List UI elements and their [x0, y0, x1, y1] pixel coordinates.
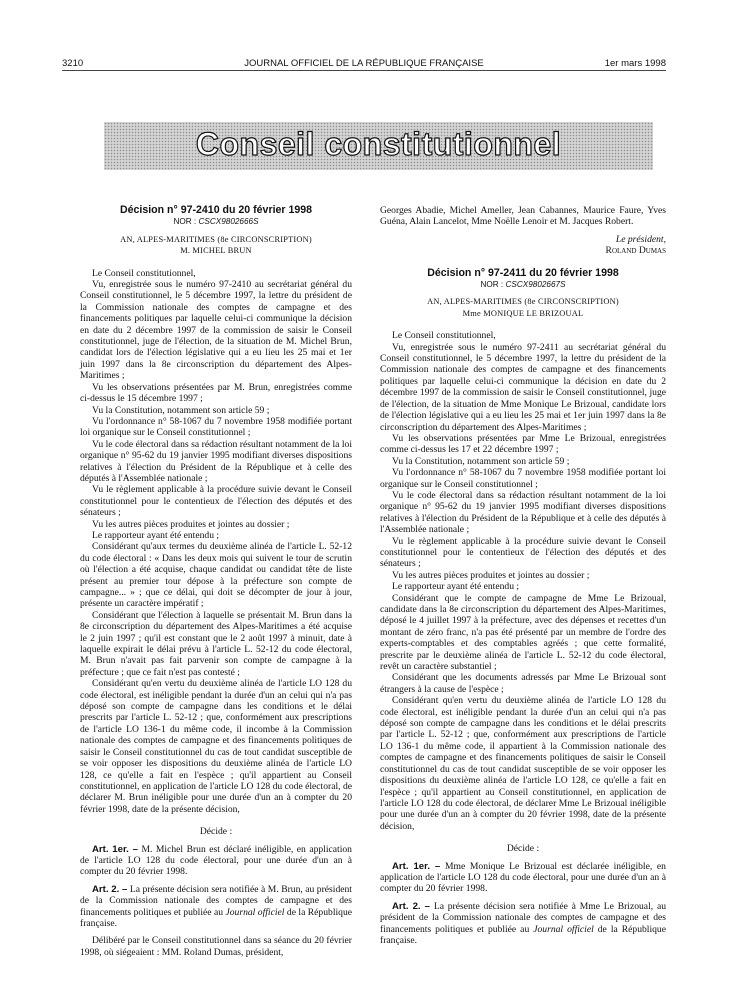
paragraph: Considérant que les documents adressés par Mme Le Brizoual sont étrangers à la cause de l'espèce ; — [380, 672, 666, 695]
section-title: Conseil constitutionnel — [195, 126, 562, 162]
left-column — [80, 205, 352, 958]
paragraph: Considérant qu'en vertu du deuxième alinéa de l'article LO 128 du code électoral, est inéligible pendant la durée d'un an celui qui n'a pas déposé son compte de campagne dans les conditions et le délai prescrits par l'article L. 52-12 ; que, conformément aux prescriptions de l'article LO 136-1 du même code, il incombe à la Commission nationale des comptes de campagne et des financements politiques de saisir le Conseil constitutionnel du cas de tout candidat susceptible de se voir opposer les dispositions du deuxième alinéa de l'article LO 128, ce qu'elle a fait en l'espèce ; qu'il appartient au Conseil constitutionnel, en application de l'article LO 128 du code électoral, de déclarer M. Brun inéligible pour une durée d'un an à compter du 20 février 1998, date de la présente décision, — [80, 678, 352, 815]
members-list: Georges Abadie, Michel Ameller, Jean Cabannes, Maurice Faure, Yves Guéna, Alain Lancelot, Mme Noëlle Lenoir et M. Jacques Robert. — [380, 205, 666, 228]
paragraph: Vu, enregistrée sous le numéro 97-2410 au secrétariat général du Conseil constitutionnel, le 5 décembre 1997, la lettre du président de la Commission nationale des comptes de campagne et des financements politiques par laquelle celui-ci communique la décision en date du 2 décembre 1997 de la commission de saisir le Conseil constitutionnel, juge de l'élection, de la situation de M. Michel Brun, candidat lors de l'élection législative qui a eu lieu les 25 mai et 1er juin 1997 dans la 8e circonscription du département des Alpes-Maritimes ; — [80, 279, 352, 382]
page-number: 3210 — [62, 58, 84, 69]
signature-title: Le président, — [615, 233, 666, 245]
deliberation: Délibéré par le Conseil constitutionnel dans sa séance du 20 février 1998, où siégeaient : MM. Roland Dumas, président, — [80, 935, 352, 958]
paragraph: Considérant que l'élection à laquelle se présentait M. Brun dans la 8e circonscription du département des Alpes-Maritimes a été acquise le 2 juin 1997 ; qu'il est constant que le 2 août 1997 à minuit, date à laquelle expirait le délai prévu à l'article L. 52-12 du code électoral, M. Brun n'avait pas fait parvenir son compte de campagne à la préfecture ; que ce fait n'est pas contesté ; — [80, 609, 352, 678]
article-label: Art. 2. – — [92, 883, 128, 895]
nor-reference: NOR : CSCX9802666S — [173, 217, 259, 227]
paragraph: Vu le code électoral dans sa rédaction résultant notamment de la loi organique n° 95-62 du 19 janvier 1995 modifiant diverses dispositions relatives à l'élection du Président de la République et à celle des députés à l'Assemblée nationale ; — [80, 438, 352, 484]
decision-subtitle: AN, ALPES-MARITIMES (8e CIRCONSCRIPTION) — [427, 297, 619, 307]
decide-heading: Décide : — [506, 843, 540, 855]
page-header — [62, 58, 666, 71]
decision-subject: Mme MONIQUE LE BRIZOUAL — [462, 308, 584, 318]
section-banner — [104, 122, 653, 170]
paragraph: Vu la Constitution, notamment son article 59 ; — [392, 455, 570, 467]
paragraph: Vu l'ordonnance n° 58-1067 du 7 novembre 1958 modifiée portant loi organique sur le Conseil constitutionnel ; — [380, 467, 666, 490]
intro-line: Le Conseil constitutionnel, — [92, 267, 196, 279]
article-2: Art. 2. – La présente décision sera notifiée à M. Brun, au président de la Commission nationale des comptes de campagne et des financements politiques et publiée au Journal officiel de la République française. — [80, 883, 353, 929]
paragraph: Vu le code électoral dans sa rédaction résultant notamment de la loi organique n° 95-62 du 19 janvier 1995 modifiant diverses dispositions relatives à l'élection du Président de la République et à celle des députés à l'Assemblée nationale ; — [380, 489, 666, 536]
paragraph: Vu les autres pièces produites et jointes au dossier ; — [392, 569, 590, 581]
signature-name: Roland Dumas — [605, 245, 666, 257]
intro-line: Le Conseil constitutionnel, — [392, 330, 496, 342]
decision-title: Décision n° 97-2410 du 20 février 1998 — [119, 204, 313, 216]
paragraph: Considérant qu'aux termes du deuxième alinéa de l'article L. 52-12 du code électoral : « Dans les deux mois qui suivent le tour de scrutin où l'élection a été acquise, chaque candidat ou candidat tête de liste présent au premier tour dépose à la préfecture son compte de campagne... » ; que ce délai, qui doit se décompter de jour à jour, présente un caractère impératif ; — [80, 541, 352, 610]
paragraph: Vu les observations présentées par M. Brun, enregistrées comme ci-dessus le 15 décembre 1997 ; — [80, 381, 352, 405]
article-label: Art. 1er. – — [92, 843, 138, 855]
paragraph: Vu les observations présentées par Mme Le Brizoual, enregistrées comme ci-dessus les 17 et 22 décembre 1997 ; — [380, 432, 666, 456]
decide-heading: Décide : — [199, 826, 233, 838]
article-1: Art. 1er. – M. Michel Brun est déclaré inéligible, en application de l'article LO 128 du code électoral, pour une durée d'un an à compter du 20 février 1998. — [80, 843, 352, 878]
decision-subtitle: AN, ALPES-MARITIMES (8e CIRCONSCRIPTION) — [120, 234, 312, 244]
paragraph: Vu le règlement applicable à la procédure suivie devant le Conseil constitutionnel pour le contentieux de l'élection des députés et des sénateurs ; — [80, 484, 352, 519]
article-2: Art. 2. – La présente décision sera notifiée à Mme Le Brizoual, au président de la Commission nationale des comptes de campagne et des financements politiques et publiée au Journal officiel de la République française. — [380, 900, 666, 946]
paragraph: Considérant qu'en vertu du deuxième alinéa de l'article LO 128 du code électoral, est inéligible pendant la durée d'un an celui qui n'a pas déposé son compte de campagne dans les conditions et le délai prescrits par l'article L. 52-12 ; que, conformément aux prescriptions de l'article LO 136-1 du même code, il appartient à la Commission nationale des comptes de campagne et des financements politiques de saisir le Conseil constitutionnel du cas de tout candidat susceptible de se voir opposer les dispositions du deuxième alinéa de l'article LO 128, ce qu'elle a fait en l'espèce ; qu'il appartient au Conseil constitutionnel, en application de l'article LO 128 du code électoral, de déclarer Mme Le Brizoual inéligible pour une durée d'un an à compter du 20 février 1998, date de la présente décision, — [380, 695, 666, 832]
paragraph: Vu l'ordonnance n° 58-1067 du 7 novembre 1958 modifiée portant loi organique sur le Conseil constitutionnel ; — [80, 415, 352, 439]
paragraph: Vu le règlement applicable à la procédure suivie devant le Conseil constitutionnel pour le contentieux de l'élection des députés et des sénateurs ; — [380, 535, 666, 570]
decision-subject: M. MICHEL BRUN — [180, 246, 252, 256]
paragraph: Le rapporteur ayant été entendu ; — [392, 581, 520, 593]
paragraph: Considérant que le compte de campagne de Mme Le Brizoual, candidate dans la 8e circonscription du département des Alpes-Maritimes, déposé le 4 juillet 1997 à la préfecture, avec des dépenses et recettes d'un montant de zéro franc, n'a pas été présenté par un membre de l'ordre des experts-comptables et des comptables agréés ; que cette formalité, prescrite par le deuxième alinéa de l'article L. 52-12 du code électoral, revêt un caractère substantiel ; — [380, 592, 666, 673]
decision-title: Décision n° 97-2411 du 20 février 1998 — [427, 266, 619, 279]
article-label: Art. 1er. – — [392, 860, 441, 872]
issue-date: 1er mars 1998 — [604, 58, 666, 69]
journal-title: JOURNAL OFFICIEL DE LA RÉPUBLIQUE FRANÇAISE — [244, 58, 484, 69]
article-label: Art. 2. – — [392, 900, 431, 912]
paragraph: Vu, enregistrée sous le numéro 97-2411 au secrétariat général du Conseil constitutionnel, le 5 décembre 1997, la lettre du président de la Commission nationale des comptes de campagne et des financements politiques par laquelle celui-ci communique la décision en date du 2 décembre 1997 de la commission de saisir le Conseil constitutionnel, juge de l'élection, de la situation de Mme Monique Le Brizoual, candidate lors de l'élection législative qui a eu lieu les 25 mai et 1er juin 1997 dans la 8e circonscription du département des Alpes-Maritimes ; — [380, 341, 666, 433]
paragraph: Le rapporteur ayant été entendu ; — [92, 529, 220, 541]
article-1: Art. 1er. – Mme Monique Le Brizoual est déclarée inéligible, en application de l'article LO 128 du code électoral, pour une durée d'un an à compter du 20 février 1998. — [380, 860, 666, 895]
right-column — [380, 205, 666, 946]
nor-reference: NOR : CSCX9802667S — [480, 280, 566, 290]
paragraph: Vu la Constitution, notamment son article 59 ; — [92, 404, 270, 416]
paragraph: Vu les autres pièces produites et jointes au dossier ; — [92, 518, 290, 530]
